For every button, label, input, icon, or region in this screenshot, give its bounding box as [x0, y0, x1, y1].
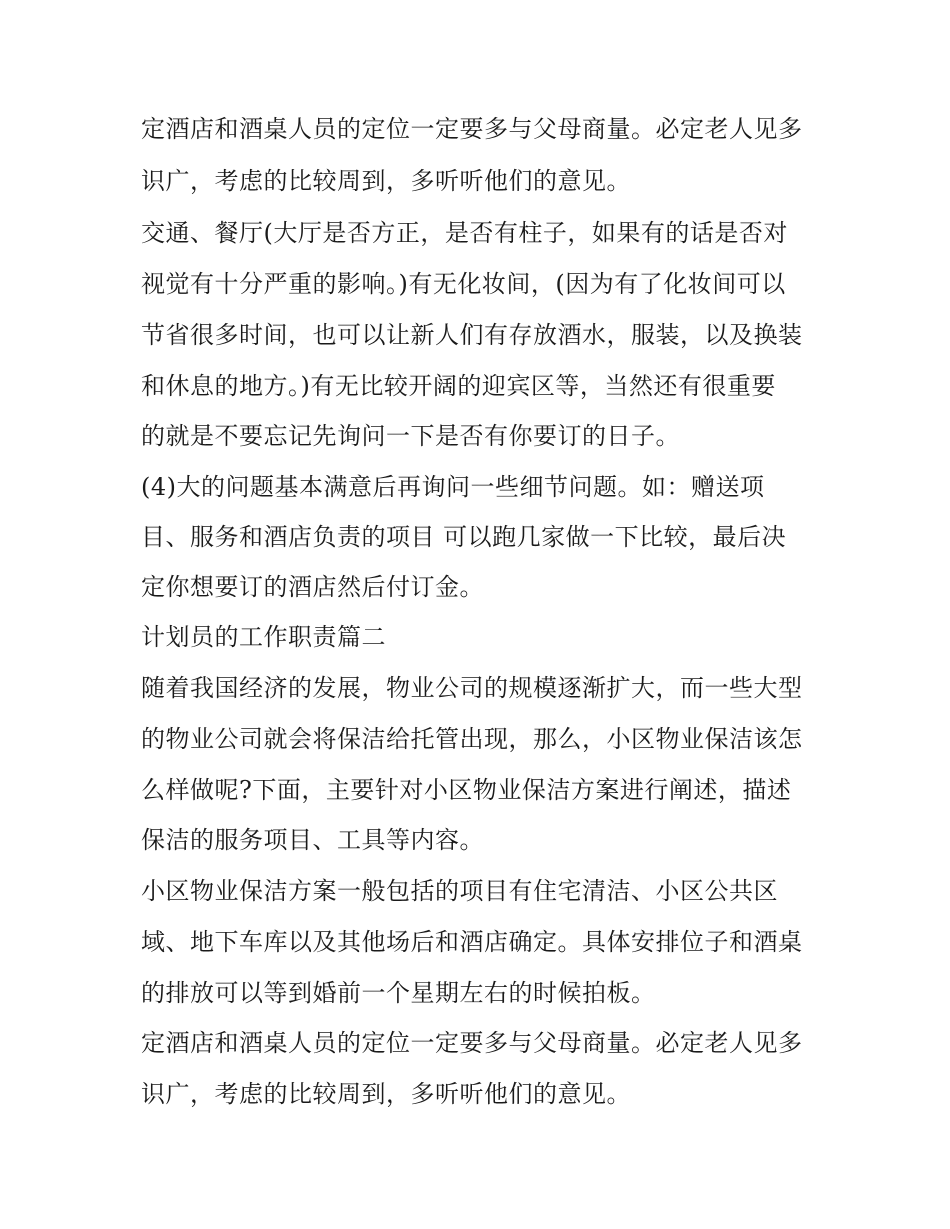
text-line: 识广，考虑的比较周到，多听听他们的意见。 — [141, 1080, 631, 1108]
text-line: 小区物业保洁方案一般包括的项目有住宅清洁、小区公共区 — [141, 877, 778, 905]
text-line: 交通、餐厅(大厅是否方正，是否有柱子，如果有的话是否对 — [141, 219, 788, 247]
text-line: 随着我国经济的发展，物业公司的规模逐渐扩大，而一些大型 — [141, 674, 803, 702]
text-line: 视觉有十分严重的影响。)有无化妆间，(因为有了化妆间可以 — [141, 270, 786, 298]
text-line: 么样做呢?下面，主要针对小区物业保洁方案进行阐述，描述 — [141, 776, 792, 804]
text-line: 节省很多时间，也可以让新人们有存放酒水，服装，以及换装 — [141, 321, 803, 349]
text-line: 的排放可以等到婚前一个星期左右的时候拍板。 — [141, 979, 656, 1007]
text-line: 和休息的地方。)有无比较开阔的迎宾区等，当然还有很重要 — [141, 372, 776, 400]
text-line: 定你想要订的酒店然后付订金。 — [141, 573, 484, 601]
text-line: 定酒店和酒桌人员的定位一定要多与父母商量。必定老人见多 — [141, 115, 803, 143]
text-line: 目、服务和酒店负责的项目 可以跑几家做一下比较，最后决 — [141, 523, 787, 551]
text-line: 定酒店和酒桌人员的定位一定要多与父母商量。必定老人见多 — [141, 1029, 803, 1057]
text-line: 识广，考虑的比较周到，多听听他们的意见。 — [141, 167, 631, 195]
section-heading: 计划员的工作职责篇二 — [141, 623, 386, 651]
text-line: 的物业公司就会将保洁给托管出现，那么，小区物业保洁该怎 — [141, 725, 803, 753]
text-line: 的就是不要忘记先询问一下是否有你要订的日子。 — [141, 422, 680, 450]
text-line: 域、地下车库以及其他场后和酒店确定。具体安排位子和酒桌 — [141, 928, 803, 956]
text-line: (4)大的问题基本满意后再询问一些细节问题。如：赠送项 — [141, 473, 765, 501]
text-line: 保洁的服务项目、工具等内容。 — [141, 826, 484, 854]
